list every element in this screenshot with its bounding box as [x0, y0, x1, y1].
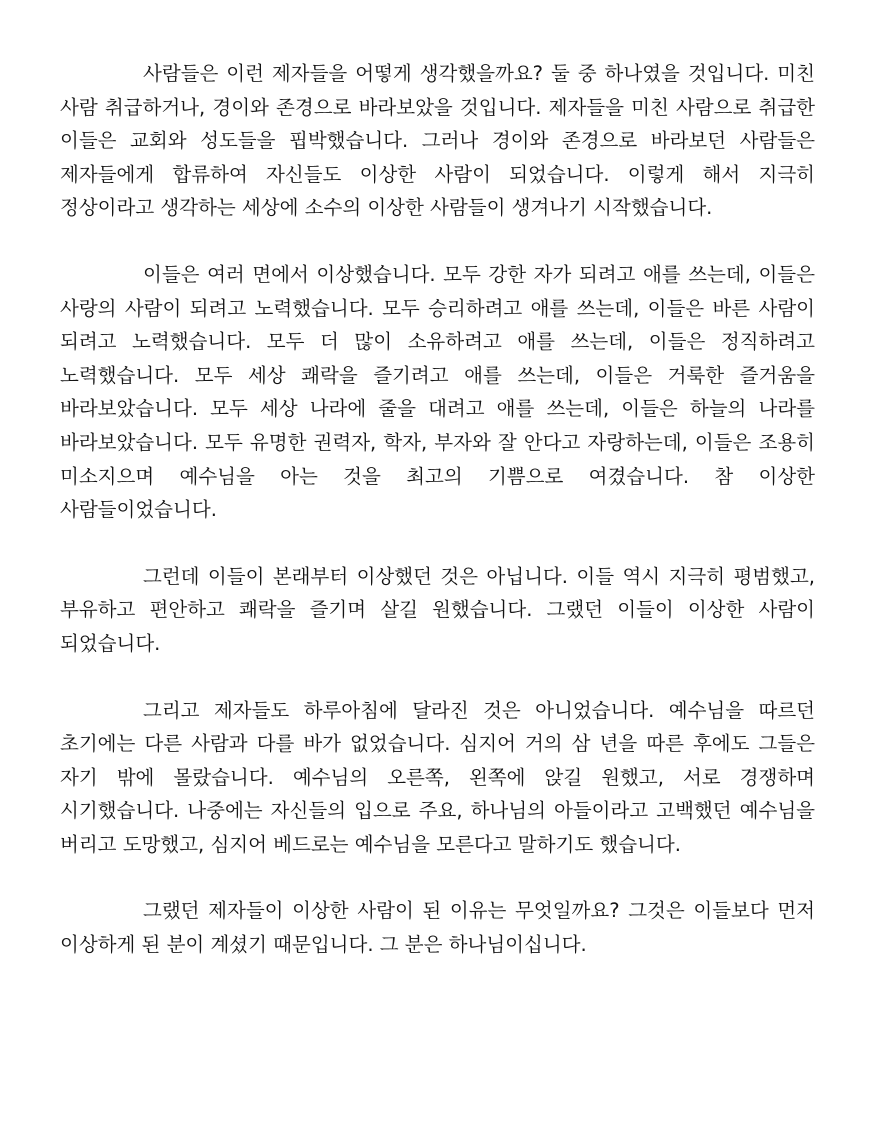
document-page	[60, 57, 815, 995]
paragraph-2: 이들은 여러 면에서 이상했습니다. 모두 강한 자가 되려고 애를 쓰는데, 이들은 사랑의 사람이 되려고 노력했습니다. 모두 승리하려고 애를 쓰는데, 이들은 바른 사람이 되려고 노력했습니다. 모두 더 많이 소유하려고 애를 쓰는데, 이들은 정직하려고 노력했습니다. 모두 세상 쾌락을 즐기려고 애를 쓰는데, 이들은 거룩한 즐거움을 바라보았습니다. 모두 세상 나라에 줄을 대려고 애를 쓰는데, 이들은 하늘의 나라를 바라보았습니다. 모두 유명한 권력자, 학자, 부자와 잘 안다고 자랑하는데, 이들은 조용히 미소지으며 예수님을 아는 것을 최고의 기쁨으로 여겼습니다. 참 이상한 사람들이었습니다.	[60, 262, 815, 522]
paragraph-3: 그런데 이들이 본래부터 이상했던 것은 아닙니다. 이들 역시 지극히 평범했고, 부유하고 편안하고 쾌락을 즐기며 살길 원했습니다. 그랬던 이들이 이상한 사람이 되었습니다.	[60, 564, 815, 655]
paragraph-5: 그랬던 제자들이 이상한 사람이 된 이유는 무엇일까요? 그것은 이들보다 먼저 이상하게 된 분이 계셨기 때문입니다. 그 분은 하나님이십니다.	[60, 899, 815, 957]
paragraph-4: 그리고 제자들도 하루아침에 달라진 것은 아니었습니다. 예수님을 따르던 초기에는 다른 사람과 다를 바가 없었습니다. 심지어 거의 삼 년을 따른 후에도 그들은 자기 밖에 몰랐습니다. 예수님의 오른쪽, 왼쪽에 앉길 원했고, 서로 경쟁하며 시기했습니다. 나중에는 자신들의 입으로 주요, 하나님의 아들이라고 고백했던 예수님을 버리고 도망했고, 심지어 베드로는 예수님을 모른다고 말하기도 했습니다.	[60, 698, 815, 856]
paragraph-1: 사람들은 이런 제자들을 어떻게 생각했을까요? 둘 중 하나였을 것입니다. 미친 사람 취급하거나, 경이와 존경으로 바라보았을 것입니다. 제자들을 미친 사람으로 취급한 이들은 교회와 성도들을 핍박했습니다. 그러나 경이와 존경으로 바라보던 사람들은 제자들에게 합류하여 자신들도 이상한 사람이 되었습니다. 이렇게 해서 지극히 정상이라고 생각하는 세상에 소수의 이상한 사람들이 생겨나기 시작했습니다.	[60, 62, 815, 220]
